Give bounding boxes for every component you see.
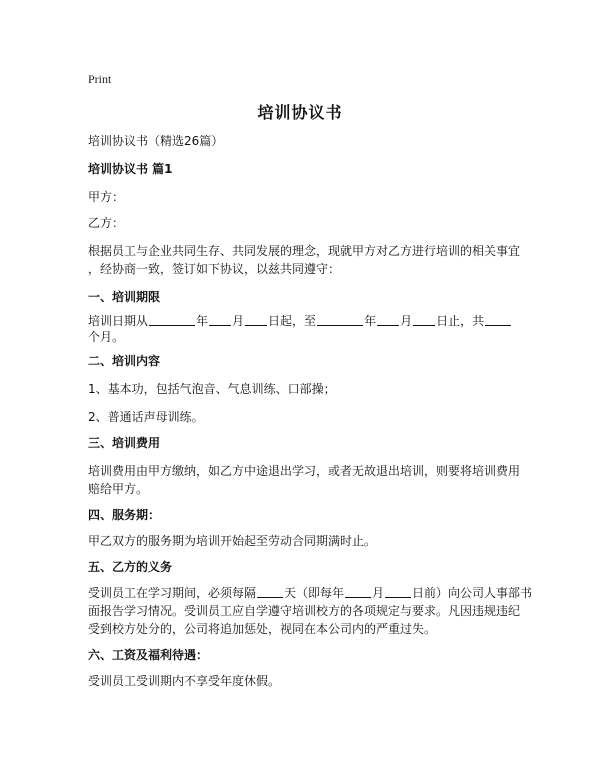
end-day-blank: [413, 313, 435, 326]
period-year-1: 年: [196, 314, 209, 328]
obligations-suffix: 日前）向公司人事部书: [412, 586, 533, 600]
obligations-prefix: 受训员工在学习期间，必须每隔: [88, 586, 257, 600]
obligations-line-2: 面报告学习情况。受训员工应自学遵守培训校方的各项规定与要求。凡因违规违纪: [88, 604, 521, 618]
interval-days-blank: [257, 585, 283, 598]
obligations-line-3: 受到校方处分的，公司将追加惩处，视同在本公司内的严重过失。: [88, 622, 437, 636]
period-prefix: 培训日期从: [88, 314, 149, 328]
section-heading: 培训协议书 篇1: [88, 162, 173, 176]
report-day-blank: [385, 585, 411, 598]
document-title: 培训协议书: [257, 103, 343, 122]
report-month-blank: [345, 585, 371, 598]
training-content-item-1: 1、基本功，包括气泡音、气息训练、口部操；: [88, 382, 336, 396]
party-b-label: 乙方：: [88, 216, 125, 230]
heading-service-period: 四、服务期：: [88, 508, 161, 522]
period-day-1: 日起，至: [268, 314, 317, 328]
period-month-2: 月: [400, 314, 413, 328]
start-year-blank: [149, 313, 195, 326]
heading-training-content: 二、培训内容: [88, 354, 161, 368]
training-fee-line-2: 赔给甲方。: [88, 482, 149, 496]
training-fee-line-1: 培训费用由甲方缴纳，如乙方中途退出学习，或者无故退出培训，则要将培训费用: [88, 464, 521, 478]
period-day-2: 日止，共: [436, 314, 485, 328]
heading-training-period: 一、培训期限: [88, 290, 161, 304]
training-content-item-2: 2、普通话声母训练。: [88, 410, 204, 424]
end-year-blank: [317, 313, 363, 326]
intro-paragraph-line-1: 根据员工与企业共同生存、共同发展的理念，现就甲方对乙方进行培训的相关事宜: [88, 244, 521, 258]
obligations-mid-1: 天（即每年: [284, 586, 345, 600]
intro-paragraph-line-2: ，经协商一致，签订如下协议，以兹共同遵守：: [88, 262, 341, 276]
start-day-blank: [245, 313, 267, 326]
training-period-line-2: 个月。: [88, 330, 125, 344]
annual-leave-text: 受训员工受训期内不享受年度休假。: [88, 674, 281, 688]
party-a-label: 甲方：: [88, 190, 125, 204]
period-month-1: 月: [232, 314, 245, 328]
heading-training-fee: 三、培训费用: [88, 436, 161, 450]
document-subtitle: 培训协议书（精选26篇）: [88, 134, 224, 148]
months-count-blank: [485, 313, 511, 326]
obligations-mid-2: 月: [372, 586, 385, 600]
heading-salary-benefits: 六、工资及福利待遇：: [88, 648, 209, 662]
service-period-text: 甲乙双方的服务期为培训开始起至劳动合同期满时止。: [88, 534, 377, 548]
end-month-blank: [377, 313, 399, 326]
print-label[interactable]: Print: [88, 72, 112, 86]
heading-party-b-obligations: 五、乙方的义务: [88, 560, 173, 574]
start-month-blank: [209, 313, 231, 326]
period-year-2: 年: [364, 314, 377, 328]
